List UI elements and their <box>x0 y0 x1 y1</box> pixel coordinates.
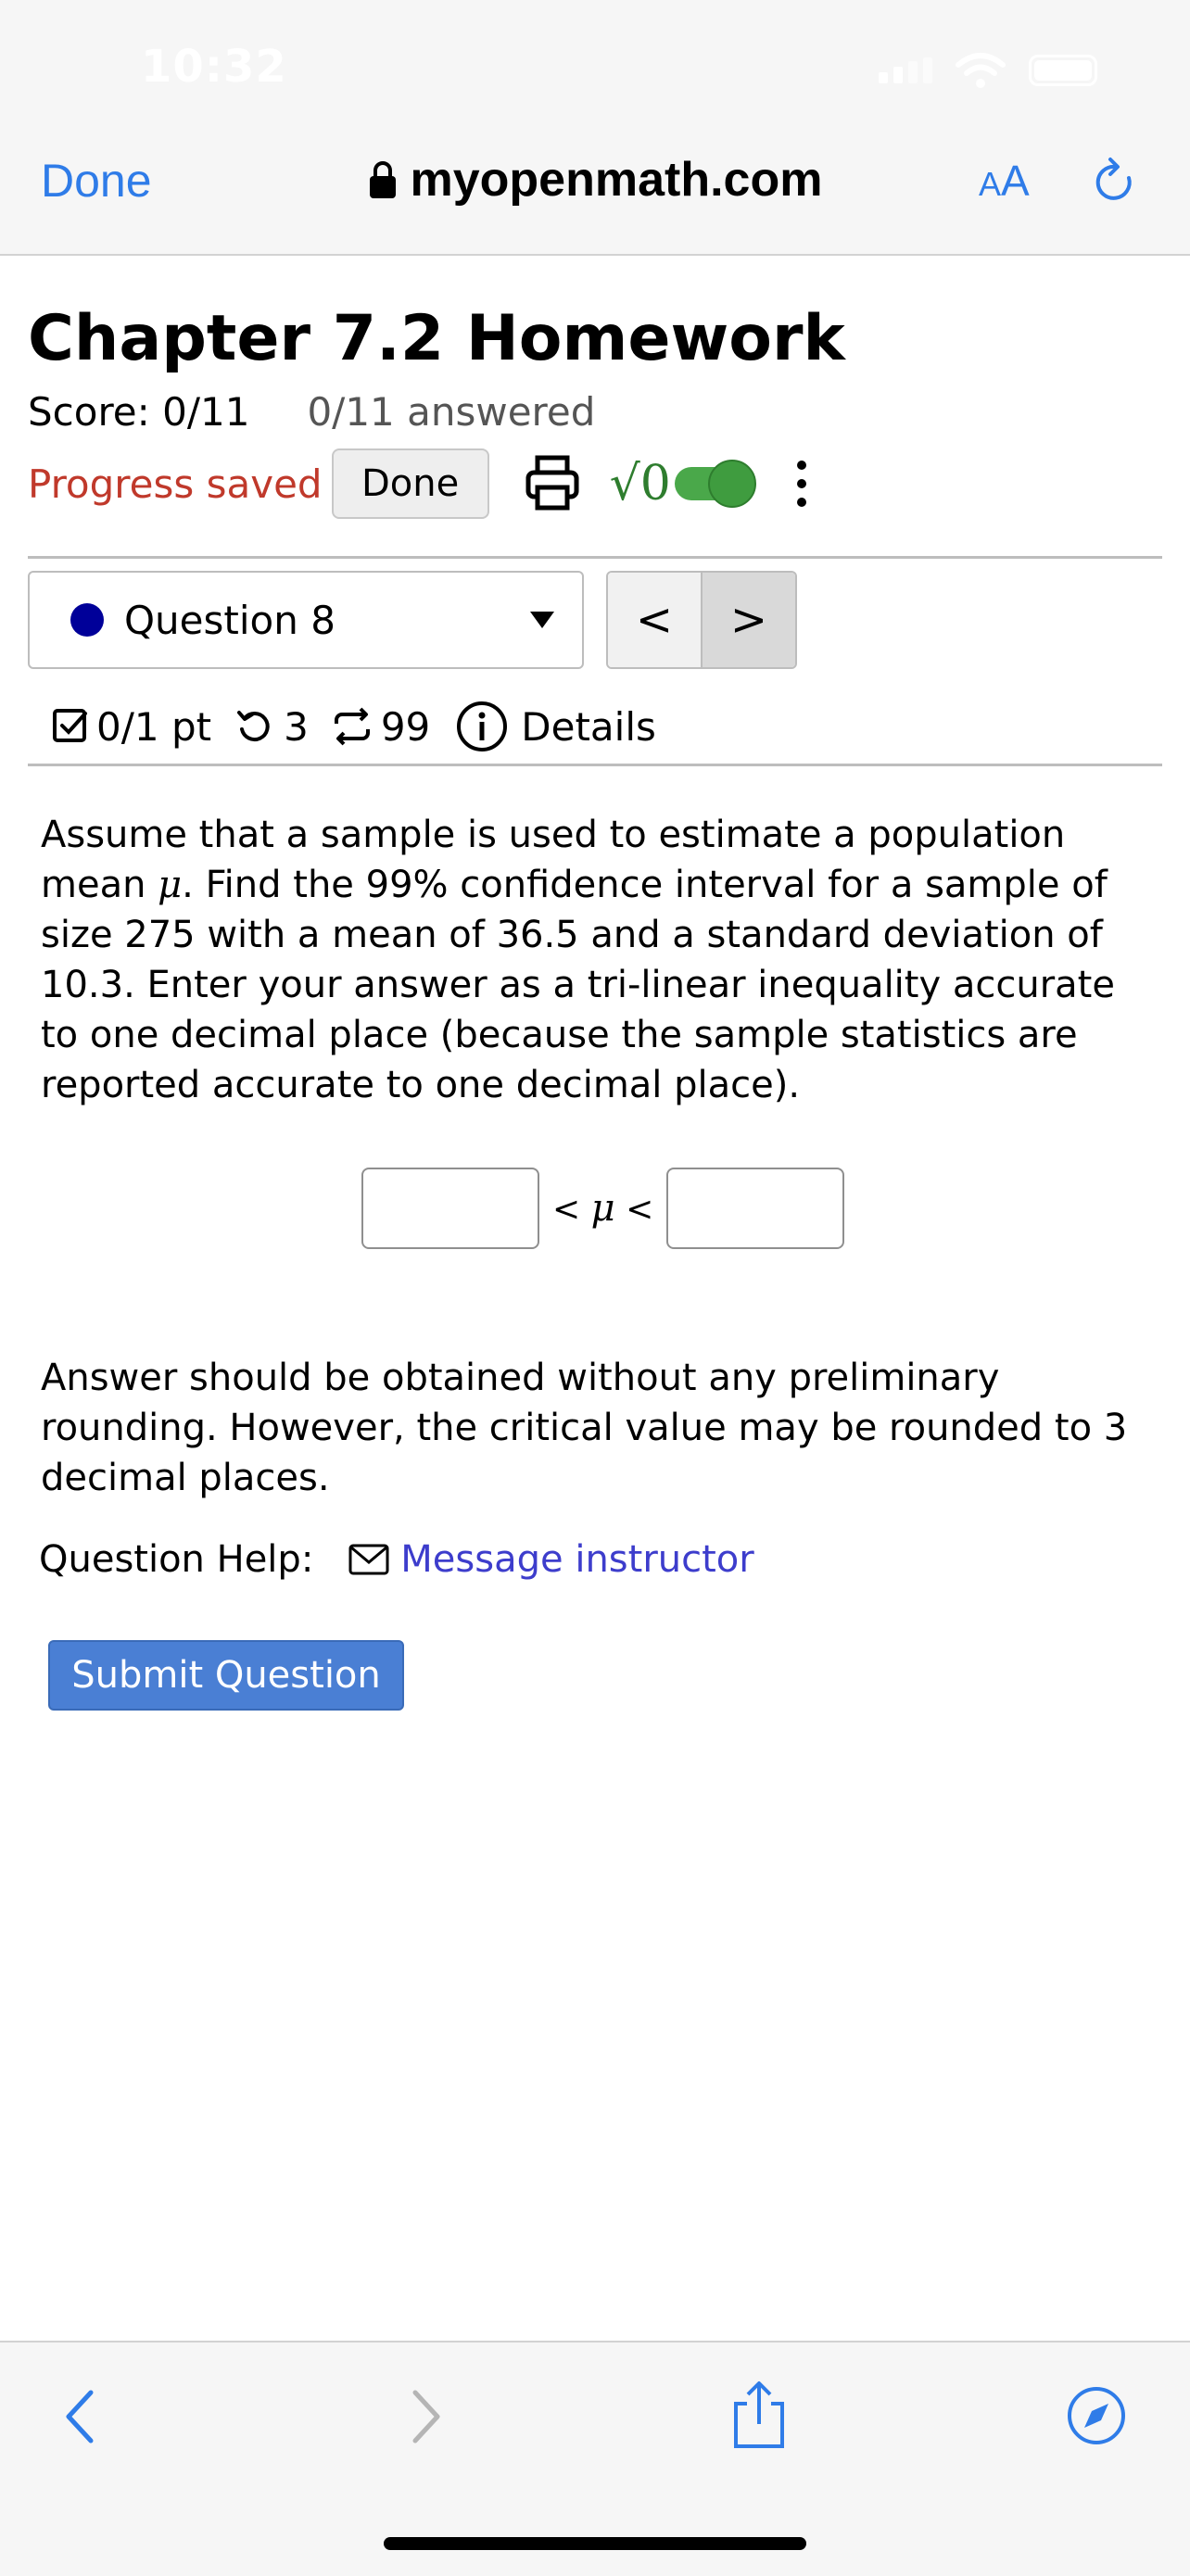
retries-item <box>235 704 309 750</box>
text-size-small-label: A <box>979 165 1002 203</box>
retries-count: 3 <box>284 703 309 750</box>
mu-symbol: μ <box>158 864 183 906</box>
browser-top-bar <box>0 0 1190 256</box>
question-status-dot <box>70 603 104 637</box>
submit-question-button[interactable]: Submit Question <box>48 1640 404 1711</box>
answered-count: 0/11 answered <box>307 389 596 435</box>
progress-saved-status: Progress saved <box>28 461 323 507</box>
url-text: myopenmath.com <box>410 153 823 207</box>
divider <box>28 764 1162 766</box>
mail-icon <box>348 1544 389 1575</box>
browser-done-button[interactable]: Done <box>41 155 152 207</box>
points-item <box>52 704 211 750</box>
text-size-button[interactable] <box>979 156 1030 206</box>
toolbar-row <box>28 448 806 519</box>
score-text: Score: 0/11 <box>28 389 250 435</box>
question-select[interactable] <box>28 571 584 669</box>
checkbox-icon <box>52 708 89 745</box>
attempts-count: 99 <box>380 703 431 750</box>
question-meta-row <box>52 697 656 756</box>
back-arrow-icon[interactable] <box>61 2387 98 2446</box>
details-button[interactable] <box>456 701 656 752</box>
math-entry-toggle[interactable] <box>675 467 753 500</box>
score-row <box>28 389 595 435</box>
compass-icon[interactable] <box>1066 2385 1127 2446</box>
lower-bound-input[interactable] <box>361 1168 539 1249</box>
status-time: 10:32 <box>141 41 287 93</box>
less-than-left: < <box>552 1191 581 1229</box>
question-select-label: Question 8 <box>124 597 335 643</box>
upper-bound-input[interactable] <box>666 1168 844 1249</box>
more-options-icon[interactable] <box>797 461 806 507</box>
question-help-label: Question Help: <box>39 1538 314 1581</box>
previous-question-button[interactable]: < <box>608 573 703 667</box>
cellular-signal-icon <box>879 57 932 83</box>
message-instructor-link[interactable]: Message instructor <box>400 1538 754 1581</box>
question-text-part1: Assume that a sample is used to estimate a population mean <box>41 814 1066 906</box>
reload-icon[interactable] <box>1092 156 1138 208</box>
battery-icon <box>1029 55 1097 86</box>
assignment-done-button[interactable]: Done <box>332 448 489 519</box>
retry-icon <box>235 707 274 746</box>
printer-icon[interactable] <box>525 454 580 513</box>
details-label: Details <box>521 703 656 750</box>
points-text: 0/1 pt <box>96 703 212 750</box>
repeat-icon <box>331 707 373 746</box>
math-entry-label: √0 <box>609 456 671 511</box>
question-nav-group <box>606 571 797 669</box>
info-icon <box>456 701 508 752</box>
less-than-right: < <box>626 1191 654 1229</box>
next-question-button[interactable]: > <box>703 573 795 667</box>
answer-inequality <box>361 1168 844 1249</box>
text-size-large-label: A <box>1001 157 1030 205</box>
mu-symbol: μ <box>590 1187 615 1230</box>
rounding-note: Answer should be obtained without any preliminary rounding. However, the critical value may be rounded to 3 decimal places. <box>41 1357 1128 1499</box>
lock-icon <box>368 159 398 200</box>
dropdown-caret-icon <box>530 612 554 628</box>
wifi-icon <box>955 52 1006 89</box>
share-icon[interactable] <box>730 2380 788 2450</box>
question-text <box>41 810 1162 1110</box>
forward-arrow-icon[interactable] <box>408 2387 445 2446</box>
question-help-row <box>39 1538 754 1581</box>
inequality-expression <box>552 1187 653 1230</box>
divider <box>28 556 1162 559</box>
page-title: Chapter 7.2 Homework <box>28 302 845 375</box>
status-icons <box>879 52 1097 89</box>
question-text-part2: . Find the 99% confidence interval for a sample of size 275 with a mean of 36.5 and a standard deviation of 10.3. Enter your answer as a tri-linear inequality accurate to one decimal place (because the sample statistics are reported accurate to one decimal place). <box>41 864 1115 1106</box>
attempts-item <box>331 704 430 750</box>
home-indicator <box>384 2537 806 2550</box>
